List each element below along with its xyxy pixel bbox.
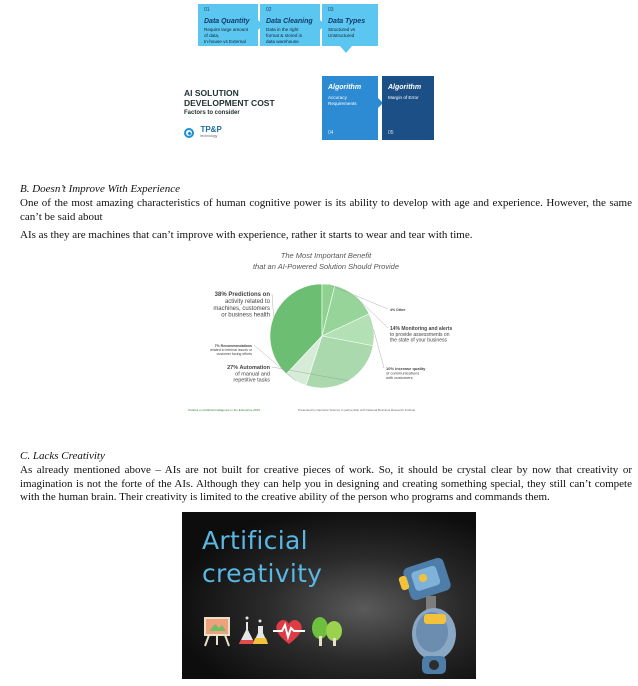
cost-heading-line: AI SOLUTION <box>184 88 239 98</box>
pie-label-line: customer facing efforts <box>216 352 252 357</box>
tile-title: Data Types <box>328 18 366 25</box>
chart-footer-credit: Presented by Narrative Science in partnership with National Business Research Institute <box>298 408 416 412</box>
section-b-paragraph-2: AIs as they are machines that can’t improve with experience, rather it starts to wear and tear with time. <box>20 229 473 241</box>
section-c-heading: C. Lacks Creativity <box>20 450 105 462</box>
tile-desc-line: data warehouse <box>266 39 299 44</box>
tile-desc-line: Data in the right <box>266 27 299 32</box>
tile-desc-line: In-house vs External <box>204 39 246 44</box>
tile-description <box>266 27 302 45</box>
section-b-heading: B. Doesn’t Improve With Experience <box>20 183 180 195</box>
pie-chart-svg <box>180 248 472 416</box>
tile-description <box>328 95 357 107</box>
pie-leader-line <box>374 329 384 368</box>
tile-desc-line: Accuracy <box>328 95 347 100</box>
tile-desc-line: Margin of Error <box>388 95 419 100</box>
tile-title: Algorithm <box>388 84 422 91</box>
trees-icon <box>310 614 344 648</box>
pie-leader-line <box>272 294 274 317</box>
flask-icon <box>236 614 270 648</box>
tile-algorithm-accuracy <box>322 76 378 140</box>
logo-name: TP&P <box>200 124 222 134</box>
artificial-creativity-image <box>182 512 476 679</box>
cost-figure-heading <box>184 88 294 108</box>
pie-slice-label <box>210 344 253 356</box>
pie-label-line: repetitive tasks <box>233 377 270 384</box>
robot-icon <box>396 552 466 677</box>
pie-label-line: activity related to <box>224 298 270 305</box>
pie-slice-label <box>390 326 452 344</box>
pie-label-line: 7% Recommendations <box>214 344 252 348</box>
section-b-paragraph-1: One of the most amazing characteristics of human cognitive power is its ability to develop with age and experience. However, the same can’t be said about <box>20 197 632 223</box>
pie-label-line: 10% Increase quality <box>386 366 426 371</box>
pie-label-line: machines, customers <box>213 305 270 312</box>
ai-cost-figure <box>176 0 438 146</box>
tile-number: 04 <box>328 130 334 136</box>
pie-label-line: of manual and <box>235 371 270 378</box>
pie-slice-label <box>213 292 270 319</box>
tile-title: Data Cleaning <box>266 18 313 25</box>
creativity-title-line: creativity <box>202 559 323 588</box>
tile-data-quantity <box>198 4 258 46</box>
arrow-right-icon <box>320 20 325 30</box>
tile-desc-line: format & stored in <box>266 33 303 38</box>
pie-label-line: of communications <box>386 370 420 376</box>
cost-figure-subheading: Factors to consider <box>184 110 240 116</box>
section-c-paragraph: As already mentioned above – AIs are not built for creative pieces of work. So, it should be crystal clear by now that creativity or imagination is not the forte of the AIs. Although they can help you in designing and creating something special, they still can’t compete with the human brain. Their creativity is limited to the creative ability of the person who programs and commands them. <box>20 464 632 503</box>
pie-label-line: 27% Automation <box>227 365 270 371</box>
tile-title: Algorithm <box>328 84 362 91</box>
pie-label-line: to provide assessments on <box>390 331 450 338</box>
pie-label-line: or business health <box>221 312 270 319</box>
pie-label-line: 4% Other <box>390 308 406 312</box>
pie-slice-label <box>227 365 271 384</box>
pie-label-line: the state of your business <box>390 337 447 344</box>
tile-number: 01 <box>204 7 210 13</box>
tile-description <box>388 95 419 101</box>
tpp-logo-text <box>200 126 221 140</box>
pie-slice-label <box>386 366 426 380</box>
tile-desc-line: Requirements <box>328 101 357 106</box>
arrow-right-icon <box>258 20 263 30</box>
logo-tagline: technology <box>200 133 218 138</box>
pie-label-line: 14% Monitoring and alerts <box>390 326 453 332</box>
chart-footer-source: Outlook on Artificial Intelligence in the Enterprise 2016 <box>188 408 260 412</box>
tile-data-cleaning <box>260 4 320 46</box>
tile-algorithm-margin <box>382 76 434 140</box>
easel-icon <box>200 614 234 648</box>
creativity-title <box>202 524 322 590</box>
tile-number: 05 <box>388 130 394 136</box>
tpp-logo <box>184 124 222 142</box>
tile-desc-line: Require large amount <box>204 27 249 32</box>
tile-desc-line: Unstructured <box>328 33 355 38</box>
tile-number: 03 <box>328 7 334 13</box>
tile-description <box>204 27 248 45</box>
tpp-logo-icon <box>184 128 194 138</box>
tile-number: 02 <box>266 7 272 13</box>
cost-heading-line: DEVELOPMENT COST <box>184 98 275 108</box>
pie-label-line: 38% Predictions on <box>214 292 270 298</box>
pie-label-line: with customers <box>386 375 413 381</box>
pie-slice-label <box>390 308 406 312</box>
tile-desc-line: Structured vs <box>328 27 356 32</box>
heartbeat-icon <box>272 614 306 648</box>
tile-data-types <box>322 4 378 46</box>
chart-title-line: that an AI-Powered Solution Should Provide <box>252 262 400 271</box>
tile-title: Data Quantity <box>204 18 250 25</box>
tile-desc-line: of data, <box>204 33 220 38</box>
creativity-title-line: Artificial <box>202 526 308 555</box>
tile-description <box>328 27 355 39</box>
arrow-down-icon <box>340 46 352 53</box>
chart-title-line: The Most Important Benefit <box>280 251 372 260</box>
pie-label-line: related to internal issues or <box>209 348 252 353</box>
benefit-pie-chart <box>180 248 472 416</box>
